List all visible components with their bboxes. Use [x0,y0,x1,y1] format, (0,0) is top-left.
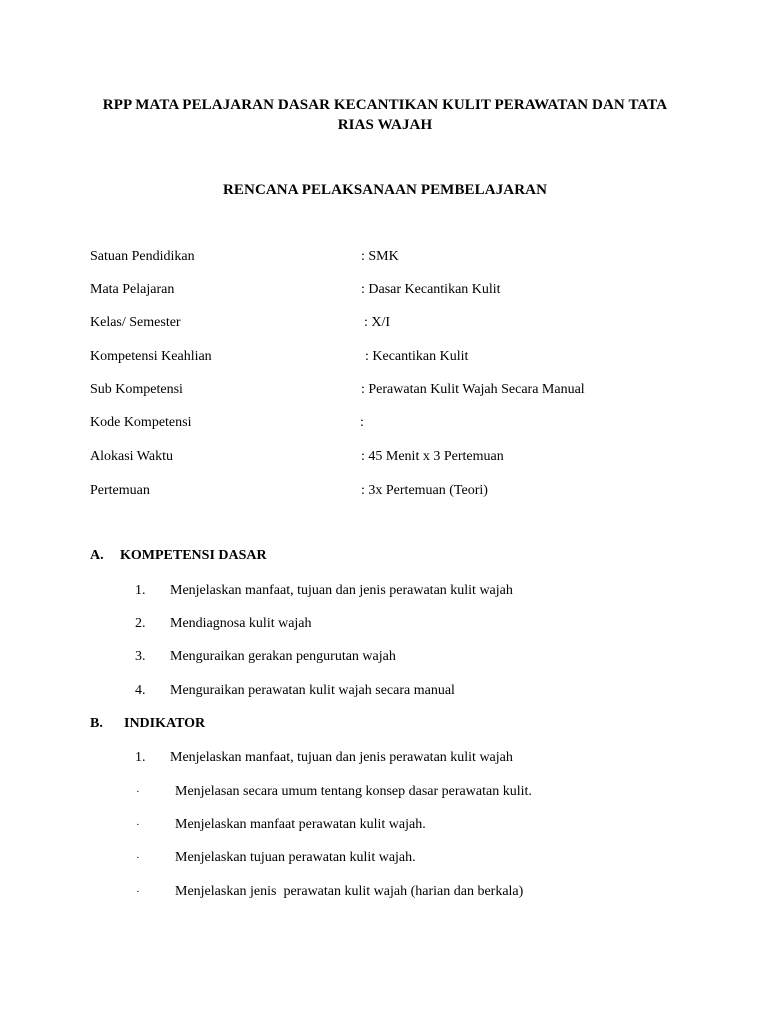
info-row-kelas-semester [90,313,710,333]
info-value: : [360,415,364,430]
list-number: 2. [135,616,146,631]
info-row-pertemuan [90,481,710,501]
info-value: : Kecantikan Kulit [365,349,469,364]
section-title: KOMPETENSI DASAR [120,548,267,563]
document-title-line1: RPP MATA PELAJARAN DASAR KECANTIKAN KULIT PERAWATAN DAN TATA [102,97,668,113]
info-label: Kode Kompetensi [90,415,192,430]
info-label: Kelas/ Semester [90,315,181,330]
list-item-text: Mendiagnosa kulit wajah [170,616,312,631]
bullet-dot: · [136,886,140,898]
section-letter: A. [90,548,104,563]
info-label: Pertemuan [90,483,150,498]
info-value: : Perawatan Kulit Wajah Secara Manual [361,382,585,397]
info-row-kompetensi-keahlian [90,347,710,367]
info-value: : X/I [364,315,391,330]
info-label: Satuan Pendidikan [90,249,195,264]
list-number: 1. [135,583,146,598]
bullet-dot: · [136,819,140,831]
list-number: 4. [135,683,146,698]
document-title-line2: RIAS WAJAH [337,117,433,133]
info-row-kode-kompetensi [90,413,710,433]
bullet-text: Menjelaskan tujuan perawatan kulit wajah. [175,850,416,865]
info-value: : 3x Pertemuan (Teori) [361,483,488,498]
bullet-dot: · [136,852,140,864]
info-label: Mata Pelajaran [90,282,175,297]
info-label: Sub Kompetensi [90,382,183,397]
info-value: : 45 Menit x 3 Pertemuan [361,449,504,464]
info-label: Alokasi Waktu [90,449,173,464]
info-value: : Dasar Kecantikan Kulit [361,282,501,297]
list-number: 1. [135,750,146,765]
document-subtitle: RENCANA PELAKSANAAN PEMBELAJARAN [222,182,548,198]
list-number: 3. [135,649,146,664]
list-item-text: Menguraikan gerakan pengurutan wajah [170,649,396,664]
bullet-text: Menjelaskan manfaat perawatan kulit wajah. [175,817,426,832]
list-item-text: Menjelaskan manfaat, tujuan dan jenis perawatan kulit wajah [170,750,513,765]
bullet-text: Menjelasan secara umum tentang konsep dasar perawatan kulit. [175,784,532,799]
section-letter: B. [90,716,103,731]
list-item-text: Menjelaskan manfaat, tujuan dan jenis perawatan kulit wajah [170,583,513,598]
bullet-dot: · [136,786,140,798]
info-row-sub-kompetensi [90,380,710,400]
info-row-satuan-pendidikan [90,247,710,267]
section-title: INDIKATOR [124,716,206,731]
list-item-text: Menguraikan perawatan kulit wajah secara manual [170,683,455,698]
info-row-alokasi-waktu [90,447,710,467]
info-label: Kompetensi Keahlian [90,349,212,364]
bullet-text: Menjelaskan jenis perawatan kulit wajah (harian dan berkala) [175,884,524,899]
info-value: : SMK [361,249,399,264]
info-row-mata-pelajaran [90,280,710,300]
